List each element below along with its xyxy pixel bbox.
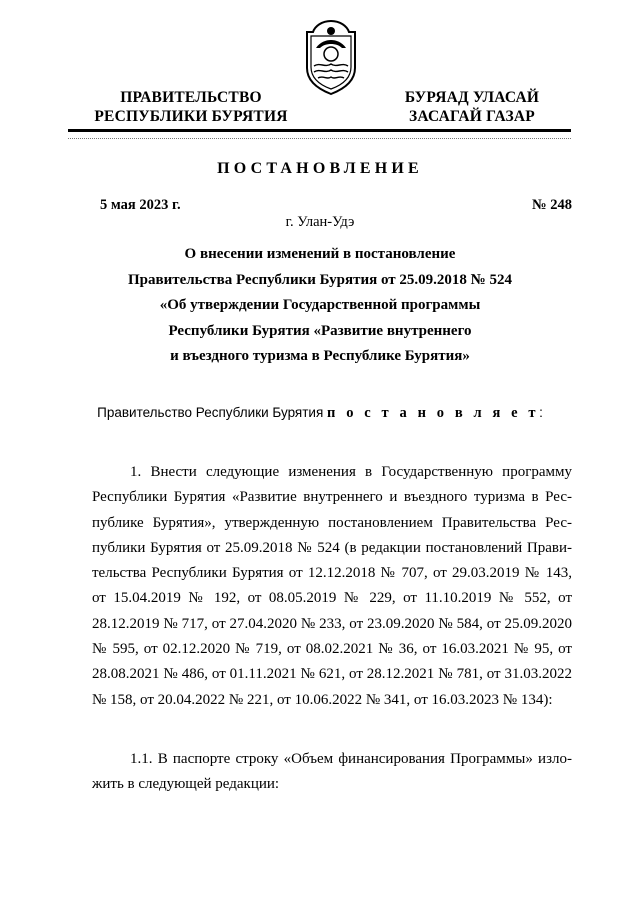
subject-line: «Об утверждении Государственной программы xyxy=(159,297,481,313)
government-name-ru xyxy=(84,88,298,126)
government-name-ru-line2: РЕСПУБЛИКИ БУРЯТИЯ xyxy=(94,108,288,125)
government-name-bua-line1: БУРЯАД УЛАСАЙ xyxy=(404,89,540,106)
paragraph-1-text: 1. Внести следующие изменения в Государственную программу Республики Бурятия «Развитие внутреннего и въездного туризма в Республике Бурятия», утвержденную постановлением Правительства Республики Бурятия от 25.09.2018 № 524 (в редакции постановлений Правительства Республики Бурятия от 12.12.2018 № 707, от 29.03.2019 № 143, от 15.04.2019 № 192, от 08.05.2019 № 229, от 11.10.2019 № 552, от 28.12.2019 № 717, от 27.04.2020 № 233, от 23.09.2020 № 584, от 25.09.2020 № 595, от 02.12.2020 № 719, от 08.02.2021 № 36, от 16.03.2021 № 95, от 28.08.2021 № 486, от 01.11.2021 № 621, от 28.12.2021 № 781, от 31.03.2022 № 158, от 20.04.2022 № 221, от 10.06.2022 № 341, от 16.03.2023 № 134): xyxy=(92,464,572,708)
decree-keyword: п о с т а н о в л я е т xyxy=(327,405,540,421)
document-subject xyxy=(100,242,540,370)
subject-line: Правительства Республики Бурятия от 25.09.2018 № 524 xyxy=(127,271,512,288)
paragraph-1-1 xyxy=(92,747,572,798)
subject-line: О внесении изменений в постановление xyxy=(184,246,456,262)
paragraph-1 xyxy=(92,460,572,713)
decree-statement xyxy=(0,405,640,422)
subject-line: Республики Бурятия «Развитие внутреннего xyxy=(168,322,472,339)
document-city: г. Улан-Удэ xyxy=(285,214,355,230)
decree-suffix: : xyxy=(539,405,543,420)
document-date: 5 мая 2023 г. xyxy=(100,197,181,213)
government-name-ru-line1: ПРАВИТЕЛЬСТВО xyxy=(120,89,262,106)
document-number: № 248 xyxy=(532,197,572,213)
paragraph-1-1-text: 1.1. В паспорте строку «Объем финансирования Программы» изложить в следующей редакции: xyxy=(92,751,572,793)
government-name-bua xyxy=(392,88,552,126)
government-name-bua-line2: ЗАСАГАЙ ГАЗАР xyxy=(409,108,535,125)
subject-line: и въездного туризма в Республике Бурятия» xyxy=(170,348,470,364)
coat-of-arms-icon xyxy=(300,18,362,96)
header-divider xyxy=(68,129,571,132)
header-dotted-divider xyxy=(68,138,571,139)
decree-prefix: Правительство Республики Бурятия xyxy=(97,405,328,420)
document-title: ПОСТАНОВЛЕНИЕ xyxy=(217,160,423,177)
